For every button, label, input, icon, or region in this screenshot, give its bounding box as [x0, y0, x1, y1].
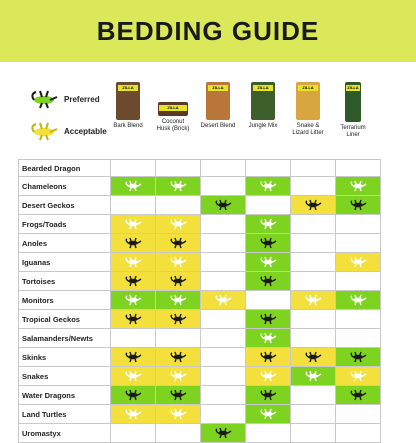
table-row [19, 253, 381, 272]
reptile-icon [169, 256, 187, 268]
product-name: Terrarium Liner [340, 125, 366, 138]
reptile-icon [304, 294, 322, 306]
reptile-icon [124, 256, 142, 268]
empty-cell [201, 160, 246, 177]
reptile-icon [259, 256, 277, 268]
lizard-acceptable-icon [30, 120, 58, 142]
table-row [19, 405, 381, 424]
empty-cell [156, 329, 201, 348]
reptile-icon [169, 389, 187, 401]
species-name: Snakes [19, 367, 111, 386]
species-name: Bearded Dragon [19, 160, 111, 177]
reptile-icon [124, 389, 142, 401]
empty-cell [291, 272, 336, 291]
reptile-icon [349, 294, 367, 306]
reptile-icon [349, 256, 367, 268]
reptile-icon [124, 294, 142, 306]
preferred-cell [336, 386, 381, 405]
species-name: Monitors [19, 291, 111, 310]
reptile-icon [349, 389, 367, 401]
empty-cell [111, 160, 156, 177]
reptile-icon [124, 351, 142, 363]
empty-cell [336, 234, 381, 253]
table-row [19, 272, 381, 291]
reptile-icon [259, 275, 277, 287]
product-name: Coconut Husk (Brick) [156, 119, 190, 132]
product-bag-icon [206, 82, 230, 120]
acceptable-cell [156, 367, 201, 386]
reptile-icon [169, 218, 187, 230]
species-name: Salamanders/Newts [19, 329, 111, 348]
empty-cell [201, 310, 246, 329]
preferred-cell [336, 348, 381, 367]
species-name: Anoles [19, 234, 111, 253]
product-bag-icon [158, 102, 188, 116]
empty-cell [336, 215, 381, 234]
table-row [19, 386, 381, 405]
product-bag-icon [345, 82, 361, 122]
species-name: Land Turtles [19, 405, 111, 424]
product-brand: ZILLA [347, 85, 359, 90]
reptile-icon [214, 199, 232, 211]
acceptable-cell [111, 215, 156, 234]
empty-cell [336, 424, 381, 443]
empty-cell [246, 160, 291, 177]
empty-cell [291, 310, 336, 329]
table-row [19, 215, 381, 234]
preferred-cell [336, 291, 381, 310]
acceptable-cell [111, 272, 156, 291]
empty-cell [201, 348, 246, 367]
empty-cell [201, 177, 246, 196]
acceptable-cell [336, 253, 381, 272]
acceptable-cell [156, 272, 201, 291]
product-brand: ZILLA [159, 105, 187, 111]
empty-cell [111, 196, 156, 215]
product-name: Desert Blend [200, 123, 236, 129]
product-brand: ZILLA [118, 85, 138, 91]
empty-cell [291, 386, 336, 405]
empty-cell [156, 160, 201, 177]
acceptable-cell [111, 310, 156, 329]
empty-cell [156, 196, 201, 215]
table-row [19, 329, 381, 348]
species-name: Chameleons [19, 177, 111, 196]
table-row [19, 234, 381, 253]
preferred-cell [111, 177, 156, 196]
acceptable-cell [246, 348, 291, 367]
reptile-icon [169, 275, 187, 287]
acceptable-cell [111, 405, 156, 424]
acceptable-cell [156, 310, 201, 329]
acceptable-cell [111, 348, 156, 367]
reptile-icon [124, 313, 142, 325]
reptile-icon [349, 180, 367, 192]
species-name: Tropical Geckos [19, 310, 111, 329]
empty-cell [291, 424, 336, 443]
empty-cell [201, 234, 246, 253]
preferred-cell [246, 177, 291, 196]
preferred-cell [336, 177, 381, 196]
reptile-icon [169, 351, 187, 363]
preferred-cell [336, 196, 381, 215]
species-name: Iguanas [19, 253, 111, 272]
reptile-icon [124, 408, 142, 420]
title-banner [0, 0, 416, 62]
reptile-icon [169, 313, 187, 325]
legend-acceptable [30, 120, 107, 142]
species-name: Water Dragons [19, 386, 111, 405]
acceptable-cell [156, 234, 201, 253]
empty-cell [111, 424, 156, 443]
table-row [19, 310, 381, 329]
reptile-icon [259, 313, 277, 325]
species-name: Skinks [19, 348, 111, 367]
empty-cell [111, 329, 156, 348]
preferred-cell [246, 386, 291, 405]
acceptable-cell [291, 196, 336, 215]
product-name: Jungle Mix [248, 123, 278, 129]
reptile-icon [259, 180, 277, 192]
empty-cell [201, 253, 246, 272]
product-0 [110, 82, 146, 130]
empty-cell [291, 177, 336, 196]
reptile-icon [349, 199, 367, 211]
reptile-icon [169, 294, 187, 306]
preferred-cell [111, 386, 156, 405]
empty-cell [291, 253, 336, 272]
empty-cell [201, 367, 246, 386]
preferred-cell [246, 272, 291, 291]
product-brand: ZILLA [253, 85, 273, 91]
product-5 [335, 82, 371, 139]
preferred-cell [111, 291, 156, 310]
reptile-icon [304, 199, 322, 211]
empty-cell [246, 291, 291, 310]
preferred-cell [246, 253, 291, 272]
reptile-icon [259, 351, 277, 363]
reptile-icon [169, 237, 187, 249]
product-bag-icon [116, 82, 140, 120]
reptile-icon [349, 351, 367, 363]
table-row [19, 196, 381, 215]
preferred-cell [201, 196, 246, 215]
preferred-cell [201, 424, 246, 443]
species-name: Uromastyx [19, 424, 111, 443]
reptile-icon [349, 370, 367, 382]
acceptable-cell [156, 253, 201, 272]
reptile-icon [214, 294, 232, 306]
acceptable-cell [336, 367, 381, 386]
preferred-cell [246, 234, 291, 253]
product-bag-icon [251, 82, 275, 120]
empty-cell [336, 310, 381, 329]
product-name: Bark Blend [113, 123, 143, 129]
reptile-icon [124, 218, 142, 230]
product-brand: ZILLA [208, 85, 228, 91]
legend-preferred [30, 88, 100, 110]
table-row [19, 177, 381, 196]
preferred-cell [246, 329, 291, 348]
empty-cell [291, 405, 336, 424]
acceptable-cell [291, 291, 336, 310]
species-name: Frogs/Toads [19, 215, 111, 234]
product-4 [290, 82, 326, 137]
empty-cell [336, 160, 381, 177]
empty-cell [201, 405, 246, 424]
table-row [19, 424, 381, 443]
species-name: Desert Geckos [19, 196, 111, 215]
table-row [19, 291, 381, 310]
species-name: Tortoises [19, 272, 111, 291]
product-name: Snake & Lizard Litter [292, 123, 324, 136]
reptile-icon [259, 370, 277, 382]
table-row [19, 348, 381, 367]
legend-acceptable-label: Acceptable [64, 126, 107, 136]
product-3 [245, 82, 281, 130]
preferred-cell [246, 215, 291, 234]
reptile-icon [124, 180, 142, 192]
reptile-icon [259, 237, 277, 249]
empty-cell [336, 272, 381, 291]
preferred-cell [291, 367, 336, 386]
empty-cell [201, 272, 246, 291]
table-row [19, 367, 381, 386]
product-2 [200, 82, 236, 130]
empty-cell [156, 424, 201, 443]
acceptable-cell [156, 215, 201, 234]
acceptable-cell [291, 348, 336, 367]
empty-cell [246, 196, 291, 215]
empty-cell [201, 215, 246, 234]
reptile-icon [124, 237, 142, 249]
reptile-icon [214, 427, 232, 439]
empty-cell [201, 386, 246, 405]
empty-cell [246, 424, 291, 443]
reptile-icon [304, 351, 322, 363]
reptile-icon [259, 408, 277, 420]
reptile-icon [169, 370, 187, 382]
acceptable-cell [111, 367, 156, 386]
reptile-icon [259, 332, 277, 344]
reptile-icon [169, 408, 187, 420]
product-brand: ZILLA [298, 85, 318, 91]
reptile-icon [169, 180, 187, 192]
preferred-cell [246, 405, 291, 424]
acceptable-cell [246, 367, 291, 386]
empty-cell [291, 329, 336, 348]
reptile-icon [259, 389, 277, 401]
bedding-table [18, 159, 381, 443]
product-bag-icon [296, 82, 320, 120]
empty-cell [291, 160, 336, 177]
acceptable-cell [111, 253, 156, 272]
empty-cell [336, 329, 381, 348]
preferred-cell [156, 291, 201, 310]
empty-cell [336, 405, 381, 424]
reptile-icon [124, 275, 142, 287]
table-row [19, 160, 381, 177]
preferred-cell [156, 177, 201, 196]
preferred-cell [156, 386, 201, 405]
empty-cell [291, 234, 336, 253]
product-1 [155, 82, 191, 133]
empty-cell [291, 215, 336, 234]
acceptable-cell [111, 234, 156, 253]
lizard-preferred-icon [30, 88, 58, 110]
acceptable-cell [201, 291, 246, 310]
acceptable-cell [156, 348, 201, 367]
reptile-icon [259, 218, 277, 230]
acceptable-cell [156, 405, 201, 424]
reptile-icon [124, 370, 142, 382]
preferred-cell [246, 310, 291, 329]
legend-preferred-label: Preferred [64, 94, 100, 104]
empty-cell [201, 329, 246, 348]
reptile-icon [304, 370, 322, 382]
page-title: BEDDING GUIDE [96, 15, 320, 46]
